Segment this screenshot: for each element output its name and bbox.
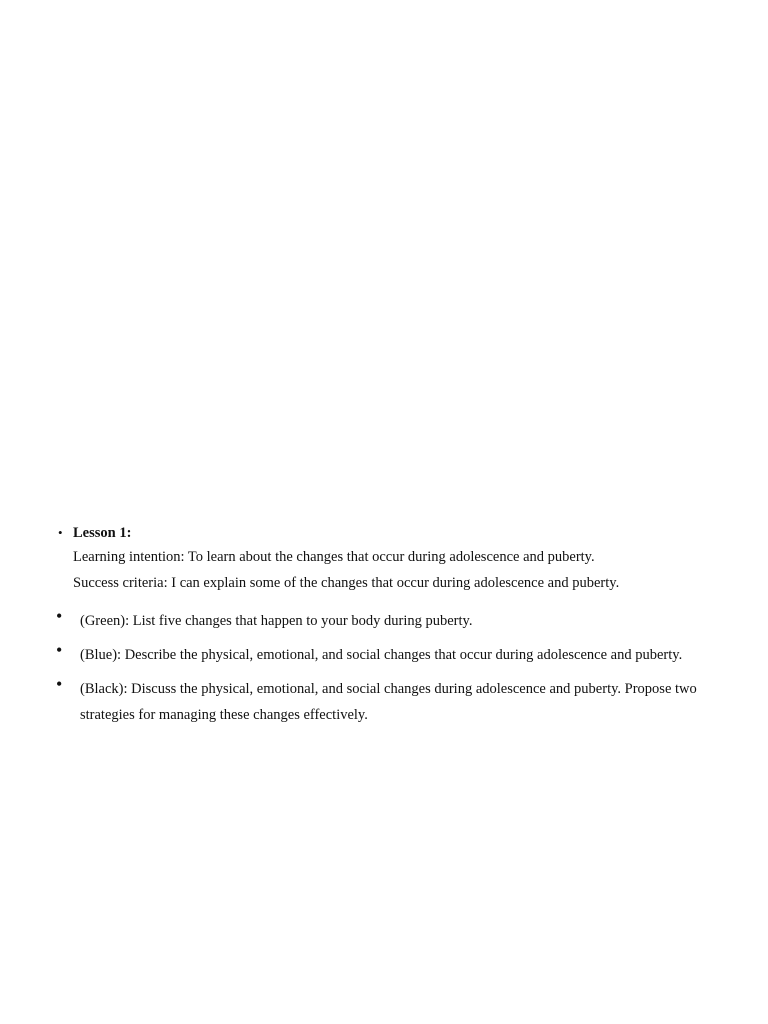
task-item-blue <box>0 642 768 668</box>
success-criteria: Success criteria: I can explain some of the changes that occur during adolescence and puberty. <box>73 575 620 591</box>
task-bullet: • <box>56 606 63 626</box>
task-text: (Green): List five changes that happen to your body during puberty. <box>80 613 473 629</box>
task-text: (Blue): Describe the physical, emotional, and social changes that occur during adolescence and puberty. <box>80 647 683 663</box>
task-bullet: • <box>56 640 63 660</box>
task-list <box>0 608 768 728</box>
learning-intention: Learning intention: To learn about the changes that occur during adolescence and puberty. <box>73 549 595 565</box>
lesson-section <box>0 522 768 736</box>
task-bullet: • <box>56 674 63 694</box>
lesson-heading <box>0 522 768 544</box>
lesson-bullet: • <box>58 525 63 540</box>
task-text: (Black): Discuss the physical, emotional, and social changes during adolescence and puberty. Propose two strategies for managing these changes effectively. <box>80 681 697 723</box>
task-item-black <box>0 676 768 728</box>
task-item-green <box>0 608 768 634</box>
lesson-title: Lesson 1: <box>73 525 132 541</box>
